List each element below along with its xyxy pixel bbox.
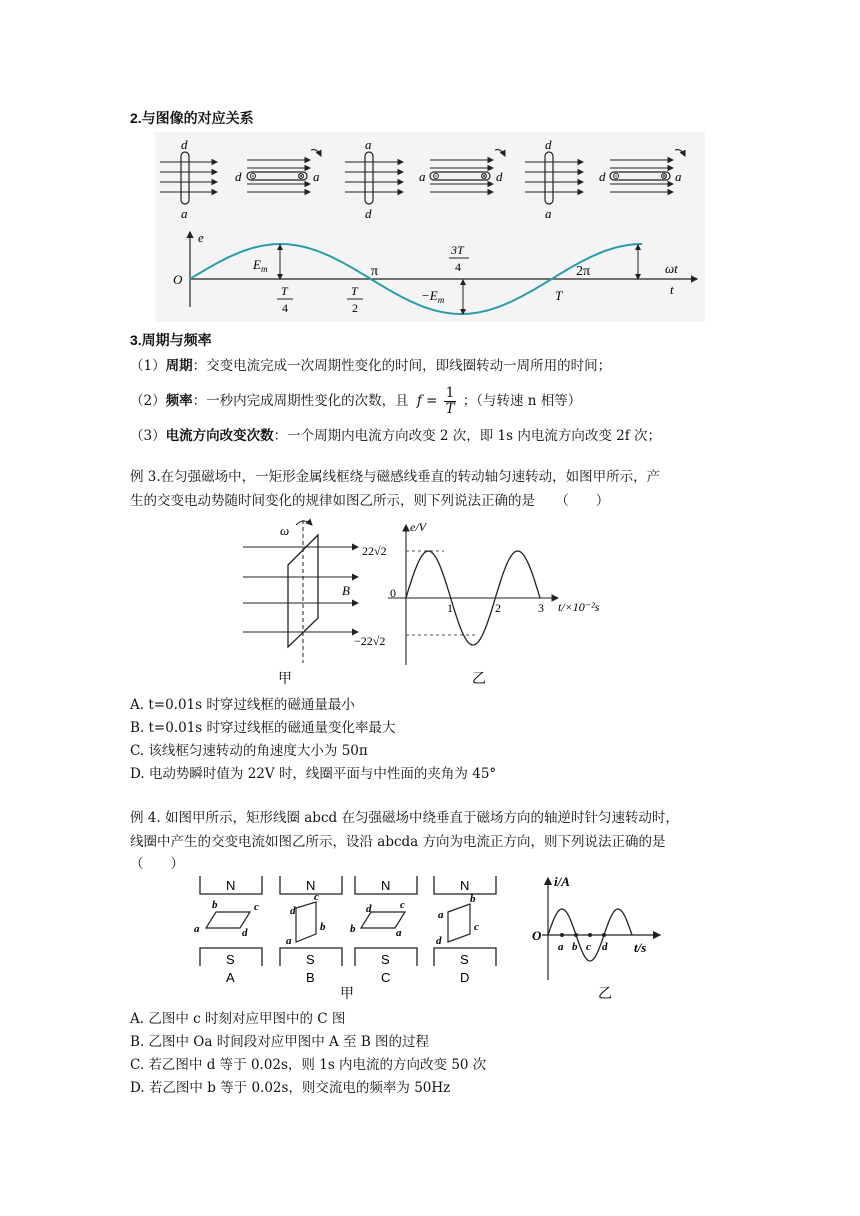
Em-label: $E_m$ bbox=[253, 257, 268, 274]
e-axis-label: e bbox=[198, 230, 204, 245]
svg-text:S: S bbox=[460, 952, 469, 967]
t-label: t bbox=[670, 282, 674, 297]
svg-text:3T: 3T bbox=[451, 243, 464, 257]
example3-figure bbox=[238, 515, 658, 690]
ymin-label: −22√2 bbox=[354, 634, 386, 648]
field-lines bbox=[243, 547, 358, 632]
example4-stem-line3: （ ） bbox=[130, 856, 184, 872]
example4-option-a: A. 乙图中 c 时刻对应甲图中的 C 图 bbox=[130, 1011, 346, 1027]
rotation-waveform-figure bbox=[155, 132, 705, 322]
example3-option-d: D. 电动势瞬时值为 22V 时，线圈平面与中性面的夹角为 45° bbox=[130, 766, 497, 782]
svg-text:a: a bbox=[396, 927, 402, 939]
example4-option-c: C. 若乙图中 d 等于 0.02s，则 1s 内电流的方向改变 50 次 bbox=[130, 1057, 487, 1073]
T-label: T bbox=[555, 288, 563, 303]
svg-text:c: c bbox=[400, 899, 405, 911]
svg-text:b: b bbox=[572, 941, 578, 953]
svg-text:b: b bbox=[212, 899, 218, 911]
svg-text:S: S bbox=[306, 952, 315, 967]
example4-option-b: B. 乙图中 Oa 时间段对应甲图中 A 至 B 图的过程 bbox=[130, 1034, 430, 1050]
panel-C-label: C bbox=[381, 970, 391, 985]
svg-text:N: N bbox=[381, 878, 391, 893]
section-2-title: 2.与图像的对应关系 bbox=[130, 110, 254, 126]
yi-caption-4: 乙 bbox=[598, 987, 612, 1000]
jia-caption-4: 甲 bbox=[340, 987, 354, 1000]
panel-A-label: A bbox=[226, 970, 235, 985]
example3-stem-line1: 例 3.在匀强磁场中，一矩形金属线框绕与磁感线垂直的转动轴匀速转动，如图甲所示，产 bbox=[130, 469, 661, 485]
svg-text:d: d bbox=[366, 903, 372, 915]
t-axis-label-4: t/s bbox=[634, 940, 647, 955]
svg-text:S: S bbox=[226, 952, 235, 967]
svg-text:d: d bbox=[290, 905, 296, 917]
coil5-top-label: d bbox=[545, 137, 552, 152]
panel-D-label: D bbox=[460, 970, 470, 985]
neg-Em-label: $-E_m$ bbox=[421, 288, 445, 305]
rotation-arrow bbox=[296, 521, 312, 525]
omega-t-label: ωt bbox=[665, 261, 678, 276]
svg-text:2: 2 bbox=[352, 301, 358, 315]
coil4-left-label: a bbox=[419, 169, 426, 184]
coil1-top-label: d bbox=[181, 137, 188, 152]
section-3-title: 3.周期与频率 bbox=[130, 332, 212, 348]
x-tick-2: 2 bbox=[495, 601, 501, 615]
svg-text:b: b bbox=[350, 923, 356, 935]
panel-B bbox=[280, 876, 342, 985]
svg-text:c: c bbox=[586, 941, 591, 953]
svg-text:N: N bbox=[226, 878, 236, 893]
svg-text:c: c bbox=[254, 901, 259, 913]
x-tick-1: 1 bbox=[447, 601, 453, 615]
svg-text:d: d bbox=[436, 935, 442, 947]
example4-stem-line1: 例 4. 如图甲所示，矩形线圈 abcd 在匀强磁场中绕垂直于磁场方向的轴逆时针匀速转动时， bbox=[130, 810, 679, 826]
svg-text:4: 4 bbox=[282, 301, 288, 315]
ymax-label: 22√2 bbox=[362, 544, 387, 558]
coil5-bottom-label: a bbox=[545, 206, 552, 221]
svg-text:d: d bbox=[602, 941, 608, 953]
x-tick-3: 3 bbox=[538, 601, 544, 615]
panel-D bbox=[434, 876, 496, 985]
example3-option-b: B. t=0.01s 时穿过线框的磁通量变化率最大 bbox=[130, 720, 396, 736]
svg-text:N: N bbox=[460, 878, 470, 893]
svg-text:b: b bbox=[470, 893, 476, 905]
svg-text:c: c bbox=[474, 921, 479, 933]
coil3-top-label: a bbox=[365, 137, 372, 152]
svg-text:a: a bbox=[438, 909, 444, 921]
coil1-bottom-label: a bbox=[181, 206, 188, 221]
panel-B-label: B bbox=[306, 970, 315, 985]
example4-option-d: D. 若乙图中 b 等于 0.02s，则交流电的频率为 50Hz bbox=[130, 1080, 451, 1096]
coil3-bottom-label: d bbox=[365, 206, 372, 221]
example3-option-a: A. t=0.01s 时穿过线框的磁通量最小 bbox=[130, 697, 355, 713]
coil4-right-label: d bbox=[496, 169, 503, 184]
svg-text:S: S bbox=[381, 952, 390, 967]
yi-caption: 乙 bbox=[472, 672, 486, 687]
svg-text:N: N bbox=[306, 878, 316, 893]
frequency-item: （2）频率：一秒内完成周期性变化的次数，且 f = $\frac{1}{T}$ ；（与转速 n 相等） bbox=[130, 385, 582, 417]
svg-text:d: d bbox=[242, 927, 248, 939]
svg-text:a: a bbox=[286, 935, 292, 947]
origin-label: O bbox=[173, 272, 183, 287]
svg-text:T: T bbox=[351, 284, 358, 298]
jia-caption: 甲 bbox=[278, 672, 292, 687]
t-axis-label: t/×10⁻²s bbox=[558, 600, 600, 614]
coil6-right-label: a bbox=[675, 169, 682, 184]
omega-label: ω bbox=[280, 523, 290, 538]
panel-C bbox=[350, 876, 417, 985]
svg-text:b: b bbox=[320, 921, 326, 933]
panel-A bbox=[194, 876, 262, 985]
period-item: （1）周期：交变电流完成一次周期性变化的时间，即线圈转动一周所用的时间； bbox=[130, 358, 612, 374]
svg-text:a: a bbox=[194, 923, 200, 935]
example3-stem-line2: 生的交变电动势随时间变化的规律如图乙所示，则下列说法正确的是 （ ） bbox=[130, 493, 610, 509]
pi-label: π bbox=[371, 264, 379, 279]
svg-text:T: T bbox=[281, 284, 288, 298]
example4-figure bbox=[190, 872, 690, 1000]
origin-label-4: O bbox=[532, 928, 542, 943]
direction-change-item: （3）电流方向改变次数：一个周期内电流方向改变 2 次，即 1s 内电流方向改变 2f 次； bbox=[130, 428, 662, 444]
example4-stem-line2: 线圈中产生的交变电流如图乙所示，设沿 abcda 方向为电流正方向，则下列说法正确的是 bbox=[130, 834, 666, 850]
i-axis-label: i/A bbox=[554, 874, 570, 889]
e-axis-label: e/V bbox=[410, 520, 426, 534]
zero-label: 0 bbox=[390, 586, 396, 600]
coil6-left-label: d bbox=[599, 169, 606, 184]
svg-text:c: c bbox=[314, 891, 319, 903]
svg-text:a: a bbox=[558, 941, 564, 953]
svg-text:4: 4 bbox=[455, 260, 461, 274]
coil2-left-label: d bbox=[235, 169, 242, 184]
two-pi-label: 2π bbox=[576, 264, 591, 279]
coil2-right-label: a bbox=[313, 169, 320, 184]
example3-option-c: C. 该线框匀速转动的角速度大小为 50π bbox=[130, 743, 368, 759]
B-label: B bbox=[342, 583, 350, 598]
